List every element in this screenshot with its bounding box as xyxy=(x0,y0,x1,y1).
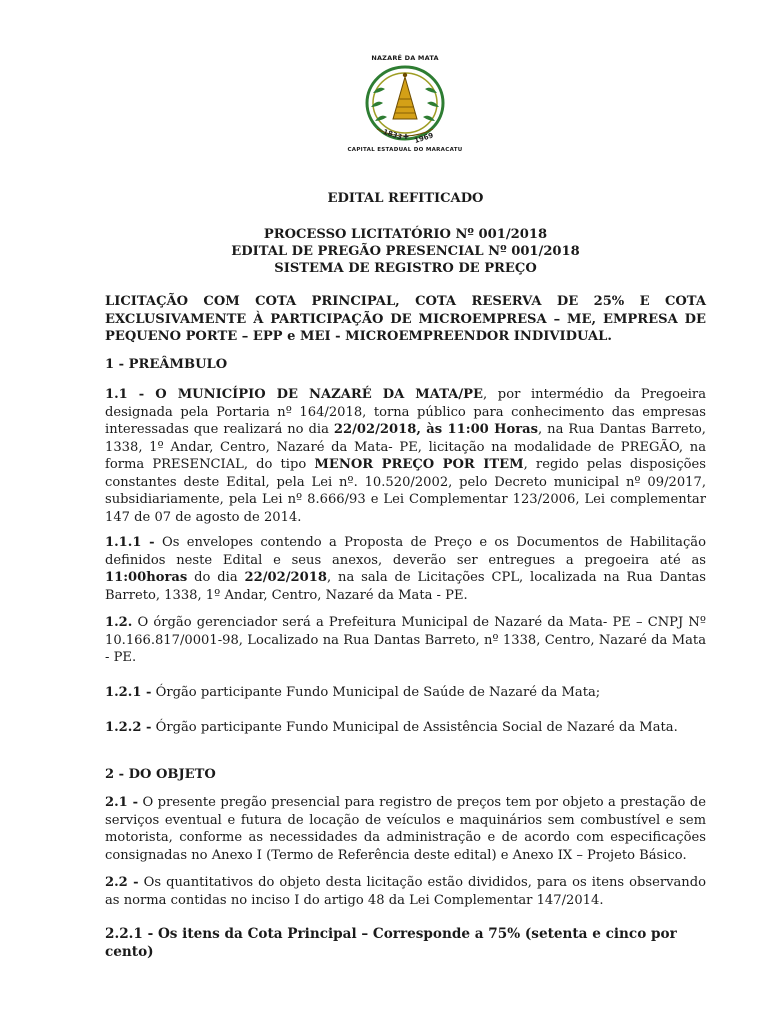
section-2-heading: 2 - DO OBJETO xyxy=(105,767,216,782)
paragraph-1-2-2 xyxy=(105,719,706,737)
logo-year-right: 1969 xyxy=(413,131,435,146)
paragraph-1-2-1-lead: 1.2.1 - xyxy=(105,685,152,700)
svg-text:✚: ✚ xyxy=(403,133,409,141)
logo-bottom-text: CAPITAL ESTADUAL DO MARACATU xyxy=(347,147,463,153)
paragraph-2-2 xyxy=(105,874,706,909)
section-1-heading: 1 - PREÂMBULO xyxy=(105,357,228,372)
coat-of-arms-icon xyxy=(363,63,447,147)
paragraph-1-1-text-b: , na Rua Dantas Barreto, 1338, 1º Andar, Centro, Nazaré da Mata- PE, licitação na modalidade de PREGÃO, na forma PRESENCIAL, do tipo xyxy=(105,422,706,472)
paragraph-1-2-lead: 1.2. xyxy=(105,615,133,630)
pregao-title: EDITAL DE PREGÃO PRESENCIAL Nº 001/2018 xyxy=(231,244,580,259)
paragraph-1-1 xyxy=(105,386,706,526)
paragraph-1-1-text-a: , por intermédio da Pregoeira designada pela Portaria nº 164/2018, torna público para conhecimento das empresas interessadas que realizará no dia xyxy=(105,387,706,437)
paragraph-1-2-2-text: Órgão participante Fundo Municipal de Assistência Social de Nazaré da Mata. xyxy=(151,720,678,735)
paragraph-1-2-text: O órgão gerenciador será a Prefeitura Municipal de Nazaré da Mata- PE – CNPJ Nº 10.166.817/0001-98, Localizado na Rua Dantas Barreto, nº 1338, Centro, Nazaré da Mata - PE. xyxy=(105,615,706,665)
municipal-logo xyxy=(335,52,475,162)
paragraph-1-1-1 xyxy=(105,534,706,604)
paragraph-2-2-1: 2.2.1 - Os itens da Cota Principal – Corresponde a 75% (setenta e cinco por cento) xyxy=(105,926,677,960)
paragraph-1-2-2-lead: 1.2.2 - xyxy=(105,720,152,735)
paragraph-1-1-1-time: 11:00horas xyxy=(105,570,188,585)
paragraph-1-1-text-c: , regido pelas disposições constantes deste Edital, pela Lei nº. 10.520/2002, pelo Decreto municipal nº 09/2017, subsidiariamente, pela Lei nº 8.666/93 e Lei Complementar 123/2006, Lei complementar 147 de 07 de agosto de 2014. xyxy=(105,457,706,525)
paragraph-1-1-1-date: 22/02/2018 xyxy=(244,570,327,585)
paragraph-1-1-tipo: MENOR PREÇO POR ITEM xyxy=(314,457,524,472)
processo-title: PROCESSO LICITATÓRIO Nº 001/2018 xyxy=(263,227,548,242)
paragraph-1-1-1-text-b: do dia xyxy=(187,570,245,585)
paragraph-1-2-1-text: Órgão participante Fundo Municipal de Saúde de Nazaré da Mata; xyxy=(151,685,601,700)
licitacao-heading: LICITAÇÃO COM COTA PRINCIPAL, COTA RESERVA DE 25% E COTA EXCLUSIVAMENTE À PARTICIPAÇÃO DE MICROEMPRESA – ME, EMPRESA DE PEQUENO PORTE – EPP e MEI - MICROEMPREENDOR INDIVIDUAL. xyxy=(105,294,706,344)
sistema-title: SISTEMA DE REGISTRO DE PREÇO xyxy=(274,261,537,276)
paragraph-1-1-date: 22/02/2018, às 11:00 Horas xyxy=(333,422,539,437)
paragraph-1-2 xyxy=(105,614,706,667)
paragraph-1-2-1 xyxy=(105,684,706,702)
paragraph-1-1-1-lead: 1.1.1 - xyxy=(105,535,155,550)
paragraph-1-1-1-text-c: , na sala de Licitações CPL, localizada na Rua Dantas Barreto, 1338, 1º Andar, Centro, Nazaré da Mata - PE. xyxy=(105,570,706,603)
logo-year-left: 1833 xyxy=(381,127,403,142)
paragraph-2-1-lead: 2.1 - xyxy=(105,795,139,810)
edital-title: EDITAL REFITICADO xyxy=(327,191,484,206)
logo-top-text: NAZARÉ DA MATA xyxy=(371,54,439,62)
paragraph-2-2-text: Os quantitativos do objeto desta licitação estão divididos, para os itens observando as norma contidas no inciso I do artigo 48 da Lei Complementar 147/2014. xyxy=(105,875,706,908)
paragraph-1-1-1-text-a: Os envelopes contendo a Proposta de Preço e os Documentos de Habilitação definidos neste Edital e seus anexos, deverão ser entregues a pregoeira até as xyxy=(105,535,706,568)
paragraph-2-2-lead: 2.2 - xyxy=(105,875,139,890)
paragraph-2-1 xyxy=(105,794,706,864)
paragraph-2-1-text: O presente pregão presencial para registro de preços tem por objeto a prestação de serviços eventual e futura de locação de veículos e maquinários sem combustível e sem motorista, conforme as necessidades da administração e de acordo com especificações consignadas no Anexo I (Termo de Referência deste edital) e Anexo IX – Projeto Básico. xyxy=(105,795,706,863)
paragraph-1-1-lead: 1.1 - O MUNICÍPIO DE NAZARÉ DA MATA/PE xyxy=(105,387,484,402)
